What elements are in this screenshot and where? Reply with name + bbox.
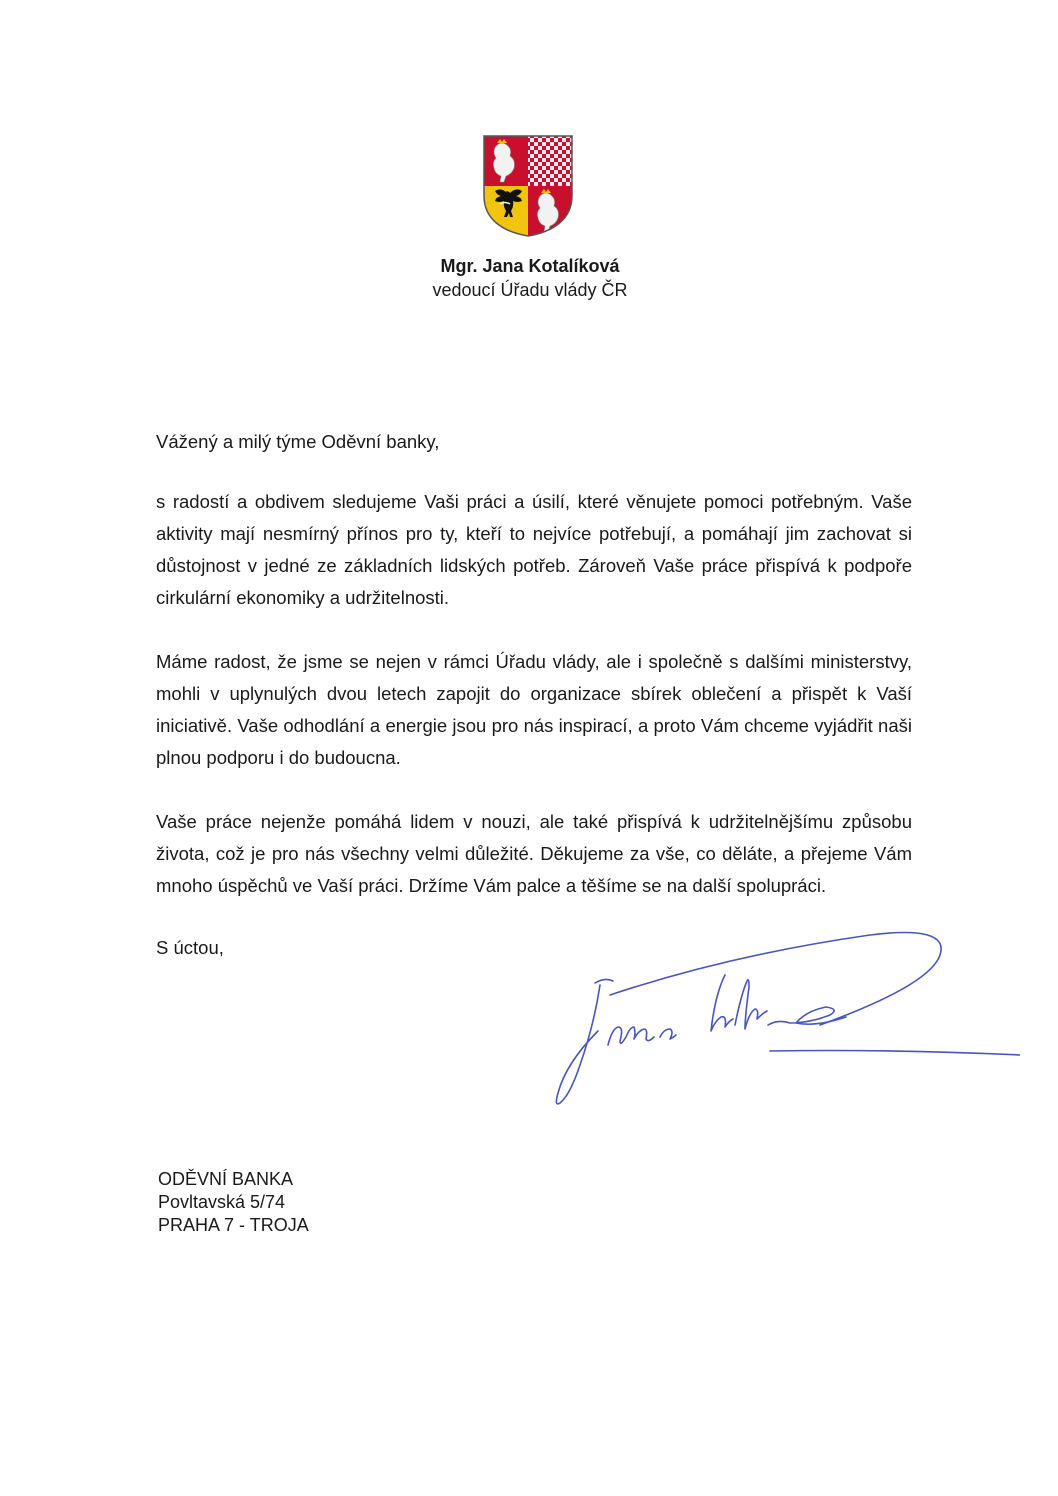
paragraph-3: Vaše práce nejenže pomáhá lidem v nouzi, ale také přispívá k udržitelnějšímu způsobu života, což je pro nás všechny velmi důležité. Děkujeme za vše, co děláte, a přejeme Vám mnoho úspěchů ve Vaší práci. Držíme Vám palce a těšíme se na další spolupráci. [156,811,912,896]
sender-role: vedoucí Úřadu vlády ČR [432,280,628,300]
sender-name: Mgr. Jana Kotalíková [440,256,620,276]
paragraph-2: Máme radost, že jsme se nejen v rámci Úřadu vlády, ale i společně s dalšími ministerstvy, mohli v uplynulých dvou letech zapojit do organizace sbírek oblečení a přispět k Vaší iniciativě. Vaše odhodlání a energie jsou pro nás inspirací, a proto Vám chceme vyjádřit naši plnou podporu i do budoucna. [156,651,912,768]
closing: S úctou, [156,937,224,958]
handwritten-signature-icon [520,925,1020,1105]
address-line-3: PRAHA 7 - TROJA [158,1215,309,1235]
address-line-2: Povltavská 5/74 [158,1192,286,1212]
paragraph-1: s radostí a obdivem sledujeme Vaši práci a úsilí, které věnujete pomoci potřebným. Vaše aktivity mají nesmírný přínos pro ty, kteří to nejvíce potřebují, a pomáhají jim zachovat si důstojnost v jedné ze základních lidských potřeb. Zároveň Vaše práce přispívá k podpoře cirkulární ekonomiky a udržitelnosti. [156,491,912,608]
letterhead [330,254,730,302]
czech-coat-of-arms-icon [482,134,574,238]
recipient-address [158,1168,309,1237]
address-line-1: ODĚVNÍ BANKA [158,1169,294,1189]
salutation: Vážený a milý týme Oděvní banky, [156,431,440,452]
